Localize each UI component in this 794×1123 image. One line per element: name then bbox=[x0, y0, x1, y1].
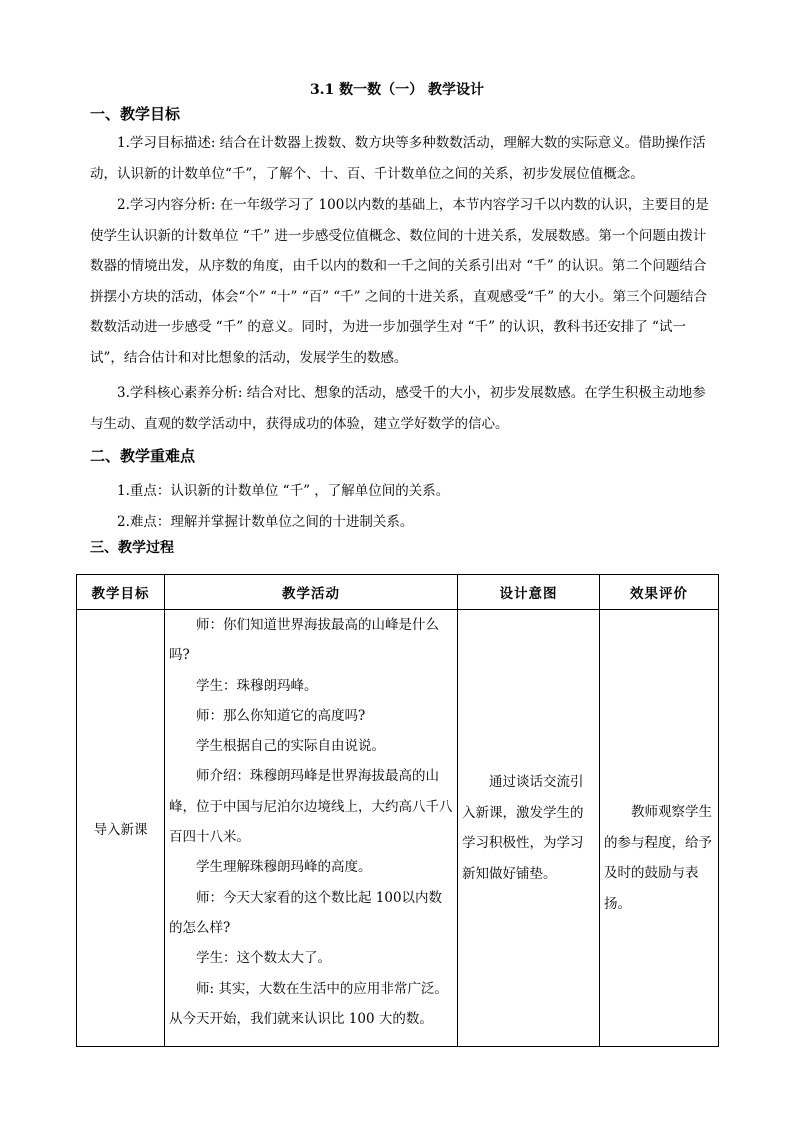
target-cell: 导入新课 bbox=[77, 610, 165, 1047]
intent-cell bbox=[458, 610, 600, 1047]
header-cell: 教学目标 bbox=[77, 575, 165, 610]
section-heading-process: 三、教学过程 bbox=[90, 540, 174, 556]
evaluation-text: 教师观察学生的参与程度，给予及时的鼓励与表扬。 bbox=[604, 804, 712, 912]
document-title: 3.1 数一数（一） 教学设计 bbox=[309, 82, 485, 98]
intent-text: 通过谈话交流引入新课，激发学生的学习积极性，为学习新知做好铺垫。 bbox=[462, 774, 584, 882]
header-cell: 设计意图 bbox=[458, 575, 600, 610]
section-heading-keypoints: 二、教学重难点 bbox=[90, 447, 196, 465]
keypoint-item: 2.难点：理解并掌握计数单位之间的十进制关系。 bbox=[117, 514, 414, 530]
activity-line: 师：你们知道世界海拔最高的山峰是什么吗? bbox=[169, 617, 439, 664]
activity-line: 师介绍：珠穆朗玛峰是世界海拔最高的山峰，位于中国与尼泊尔边境线上，大约高八千八百四十八米。 bbox=[169, 768, 453, 846]
activity-line: 师: 其实，大数在生活中的应用非常广泛。从今天开始，我们就来认识比 100 大的数。 bbox=[169, 980, 448, 1027]
activity-line: 学生：这个数太大了。 bbox=[196, 950, 331, 967]
objective-paragraph: 1.学习目标描述: 结合在计数器上拨数、数方块等多种数数活动，理解大数的实际意义。借助操作活动，认识新的计数单位“千”，了解个、十、百、千计数单位之间的关系，初步发展位值概念。 bbox=[90, 135, 706, 182]
evaluation-cell bbox=[600, 610, 719, 1047]
activity-line: 学生理解珠穆朗玛峰的高度。 bbox=[196, 859, 372, 876]
objective-paragraph: 3.学科核心素养分析: 结合对比、想象的活动，感受千的大小，初步发展数感。在学生积极主动地参与生动、直观的数学活动中，获得成功的体验，建立学好数学的信心。 bbox=[90, 385, 706, 432]
activity-line: 师：那么你知道它的高度吗? bbox=[196, 707, 366, 724]
objective-paragraph: 2.学习内容分析: 在一年级学习了 100以内数的基础上，本节内容学习千以内数的认识，主要目的是使学生认识新的计数单位 “千” 进一步感受位值概念、数位间的十进关系，发展数感。第一个问题由拨计数器的情境出发，从序数的角度，由千以内的数和一千之间的关系引出对 “千” 的认识。第二个问题结合拼摆小方块的活动，体会“个” “十” “百” “千” 之间的十进关系，直观感受“千” 的大小。第三个问题结合数数活动进一步感受 “千” 的意义。同时，为进一步加强学生对 “千” 的认识，教科书还安排了 “试一试”，结合估计和对比想象的活动，发展学生的数感。 bbox=[90, 197, 709, 366]
table-header-row bbox=[77, 575, 719, 610]
table-row bbox=[77, 610, 719, 1047]
process-table bbox=[76, 574, 719, 1047]
activity-line: 学生：珠穆朗玛峰。 bbox=[196, 677, 318, 694]
activity-line: 学生根据自己的实际自由说说。 bbox=[196, 738, 385, 755]
section-heading-objectives: 一、教学目标 bbox=[90, 105, 181, 123]
activity-line: 师：今天大家看的这个数比起 100以内数的怎么样? bbox=[169, 889, 443, 936]
activity-cell bbox=[165, 610, 458, 1047]
header-cell: 效果评价 bbox=[600, 575, 719, 610]
keypoint-item: 1.重点：认识新的计数单位 “千” ，了解单位间的关系。 bbox=[117, 483, 450, 499]
header-cell: 教学活动 bbox=[165, 575, 458, 610]
